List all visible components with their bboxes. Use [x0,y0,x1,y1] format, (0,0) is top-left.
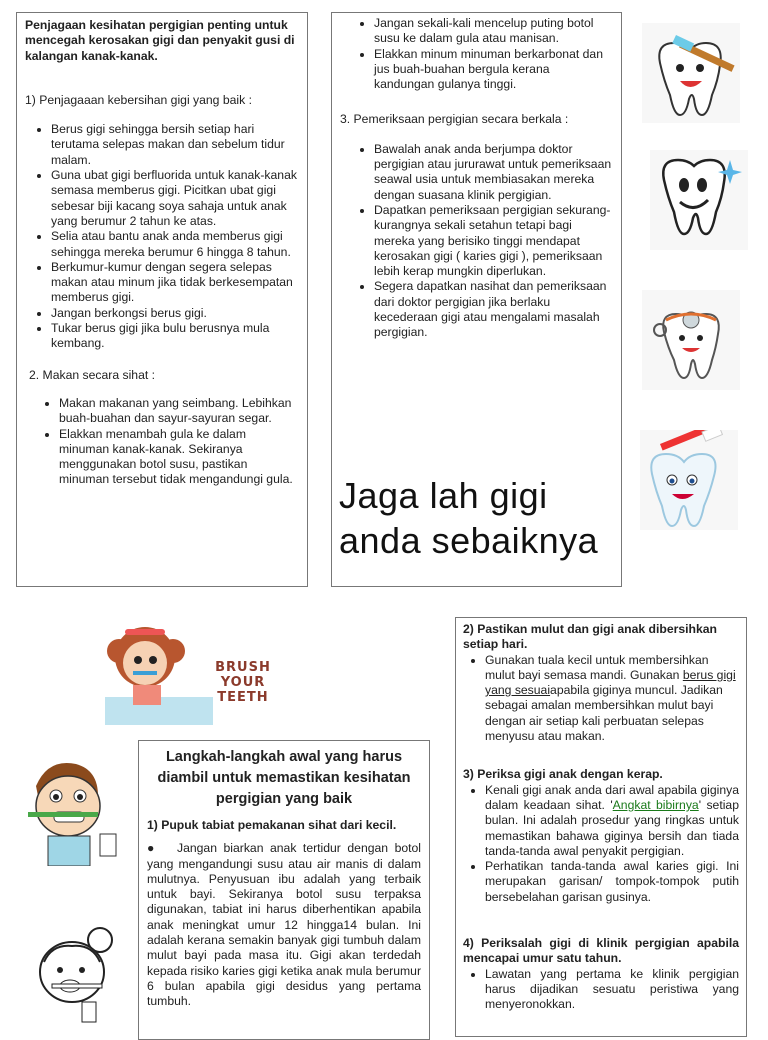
list-item: • Kenali gigi anak anda dari awal apabila giginya dalam keadaan sihat. 'Angkat bibirnya' setiap bulan. Ini adalah prosedur yang ringkas untuk memastikan bahawa giginya bersih dan tiada tanda-tanda awal penyakit pergigian. [485,783,739,859]
list-item: • Jangan sekali-kali mencelup puting botol susu ke dalam gula atau manisan. [374,16,613,47]
list-item: • Elakkan minum minuman berkarbonat dan jus buah-buahan bergula kerana kandungan gulanya tinggi. [374,47,613,93]
angkat-bibirnya-link[interactable]: Angkat bibirnya [612,797,699,812]
list-item: • Makan makanan yang seimbang. Lebihkan buah-buahan dan sayur-sayuran segar. [59,396,299,427]
list-item: • Berkumur-kumur dengan segera selepas makan atau minum jika tidak berkesempatan memberus gigi. [51,260,299,306]
right-section3-list [463,783,739,905]
teeth-label: TEETH [217,690,269,705]
right-section2-title: 2) Pastikan mulut dan gigi anak dibersihkan setiap hari. [463,622,717,652]
section3-title: 3. Pemeriksaan pergigian secara berkala : [340,112,569,127]
slogan-text: Jaga lah gigi anda sebaiknya [339,475,599,561]
sugar-tips-list [340,16,613,92]
center-section1-list [147,841,421,1009]
right-section4-list [463,967,739,1013]
center-section1-title: 1) Pupuk tabiat pemakanan sihat dari kecil. [147,818,397,832]
tips-panel-center [138,740,430,1040]
berus-gigi-link[interactable]: berus gigi yang sesuai [485,667,736,698]
list-item: • Berus gigi sehingga bersih setiap hari terutama selepas makan dan sebelum tidur malam. [51,122,299,168]
dentist-tooth-icon [642,290,740,390]
steps-title: Langkah-langkah awal yang harus diambil untuk memastikan kesihatan pergigian yang baik [157,749,411,807]
list-item: • Elakkan menambah gula ke dalam minuman kanak-kanak. Sekiranya menggunakan botol susu, pastikan minuman tersebut tidak mengandungi gula. [59,427,299,488]
right-section2-list [463,653,739,745]
list-item: • Perhatikan tanda-tanda awal karies gigi. Ini merupakan garisan/ tompok-tompok putih bersebelahan garisan gusinya. [485,859,739,905]
child-brushing-sketch-icon [22,922,122,1024]
list-item: • Guna ubat gigi berfluorida untuk kanak-kanak semasa memberus gigi. Picitkan ubat gigi sebesar biji kacang soya sahaja untuk anak yang berumur 2 tahun ke atas. [51,168,299,229]
list-item: • Lawatan yang pertama ke klinik pergigian harus dijadikan sesuatu peristiwa yang menyeronokkan. [485,967,739,1013]
brush-label: BRUSH [215,660,271,675]
happy-tooth-brush-icon [640,430,738,530]
list-item: • Tukar berus gigi jika bulu berusnya mula kembang. [51,321,299,352]
section2-list [25,396,299,488]
intro-heading: Penjagaan kesihatan pergigian penting untuk mencegah kerosakan gigi dan penyakit gusi di kalangan kanak-kanak. [25,18,295,63]
list-item: • Bawalah anak anda berjumpa doktor pergigian atau jururawat untuk pemeriksaan seawal usia untuk membiasakan mereka dengan suasana klinik pergigian. [374,142,613,203]
boy-brushing-icon [18,756,118,866]
section1-list [25,122,299,351]
tips-panel-left [16,12,308,587]
sparkling-tooth-icon [650,150,748,250]
section1-title: 1) Penjagaaan kebersihan gigi yang baik : [25,92,252,107]
section2-title: 2. Makan secara sihat : [29,367,155,382]
right-section4-title: 4) Periksalah gigi di klinik pergigian apabila mencapai umur satu tahun. [463,936,739,966]
tips-panel-right [455,617,747,1037]
girl-brushing-icon [105,615,285,725]
list-item: • Gunakan tuala kecil untuk membersihkan mulut bayi semasa mandi. Gunakan berus gigi yang sesuaiapabila giginya muncul. Jadikan sebagai amalan membersihkan mulut bayi dengan air setiap kali perbuatan selepas menyusu atau makan. [485,653,739,745]
your-label: YOUR [220,675,266,690]
list-item: ● Jangan biarkan anak tertidur dengan botol yang mengandungi susu atau air manis di dalam mulutnya. Penyusuan ibu adalah yang terbaik untuk bayi. Sekiranya botol susu terpaksa digunakan, tabiat ini harus diberhentikan apabila anak meningkat umur 12 hingga14 bulan. Ini adalah kerana semakin banyak gigi tumbuh dalam mulut bayi pada masa itu. Gigi akan terdedah kepada risiko karies gigi ketika anak mula berumur 6 bulan apabila gigi desidus yang pertama tumbuh. [147,841,421,1009]
list-item: • Segera dapatkan nasihat dan pemeriksaan dari doktor pergigian jika berlaku kecederaan gigi atau mengalami masalah pergigian. [374,279,613,340]
list-item: • Dapatkan pemeriksaan pergigian sekurang-kurangnya sekali setahun tetapi bagi mereka yang berisiko tinggi mendapat kerosakan gigi ( karies gigi ), pemeriksaan lebih kerap mungkin diperlukan. [374,203,613,279]
tooth-brushing-icon [642,23,740,123]
section3-list [340,142,613,341]
right-section3-title: 3) Periksa gigi anak dengan kerap. [463,767,663,782]
list-item: • Selia atau bantu anak anda memberus gigi sehingga mereka berumur 6 hingga 8 tahun. [51,229,299,260]
tips-panel-middle [331,12,622,587]
list-item: • Jangan berkongsi berus gigi. [51,306,299,321]
